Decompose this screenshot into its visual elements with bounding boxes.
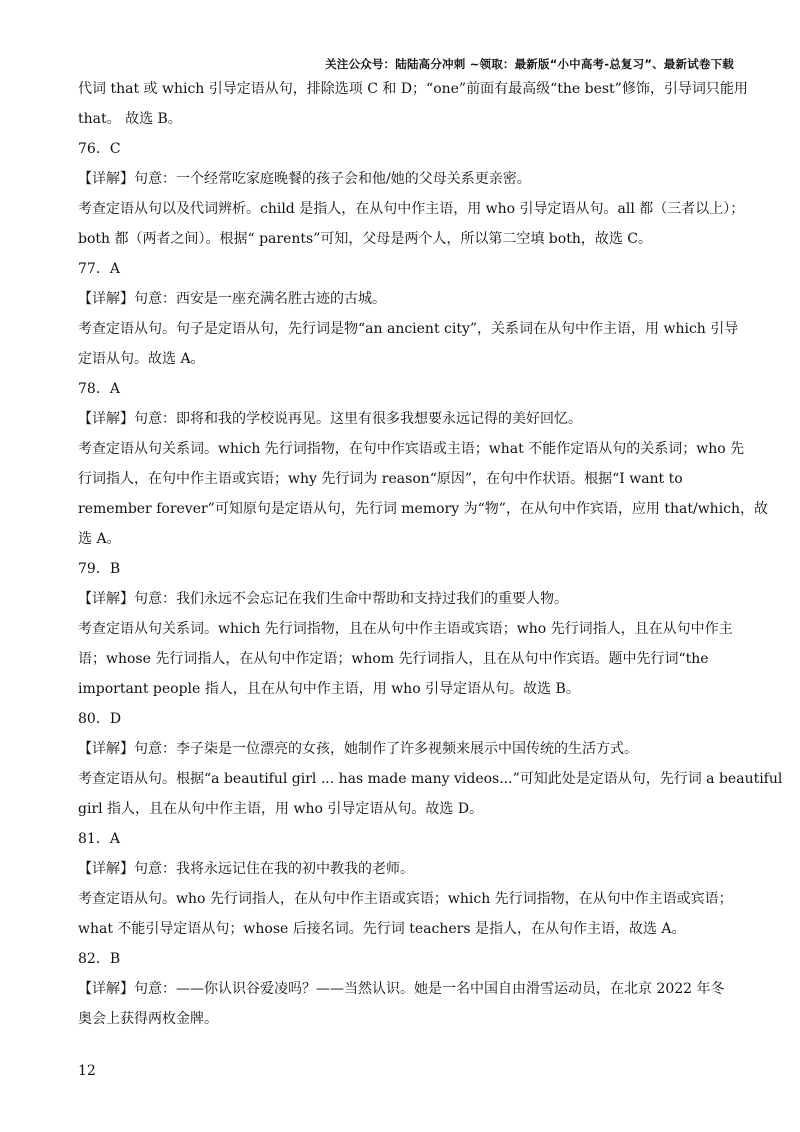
text-line: 行词指人，在句中作主语或宾语；why 先行词为 reason“原因”，在句中作状语。根据“I want to (78, 471, 683, 487)
page-number: 12 (78, 1063, 96, 1079)
text-line: 定语从句。故选 A。 (78, 351, 205, 367)
question-answer: 77．A (78, 261, 120, 277)
text-line: 考查定语从句。句子是定语从句，先行词是物“an ancient city”，关系词在从句中作主语，用 which 引导 (78, 321, 739, 337)
text-line: that。 故选 B。 (78, 111, 182, 127)
text-line: 【详解】句意：我们永远不会忘记在我们生命中帮助和支持过我们的重要人物。 (78, 591, 568, 607)
text-line: 【详解】句意：西安是一座充满名胜古迹的古城。 (78, 291, 386, 307)
text-line: important people 指人，且在从句中作主语，用 who 引导定语从句。故选 B。 (78, 681, 580, 697)
text-line: 考查定语从句。who 先行词指人，在从句中作主语或宾语；which 先行词指物，在从句中作主语或宾语； (78, 891, 733, 907)
question-answer: 81．A (78, 831, 120, 847)
text-line: 代词 that 或 which 引导定语从句，排除选项 C 和 D；“one”前面有最高级“the best”修饰，引导词只能用 (78, 81, 748, 97)
text-line: girl 指人，且在从句中作主语，用 who 引导定语从句。故选 D。 (78, 801, 484, 817)
question-answer: 80．D (78, 711, 122, 727)
text-line: what 不能引导定语从句；whose 后接名词。先行词 teachers 是指人，在从句作主语，故选 A。 (78, 921, 686, 937)
question-answer: 78．A (78, 381, 120, 397)
text-line: 【详解】句意：我将永远记住在我的初中教我的老师。 (78, 861, 414, 877)
text-line: 奥会上获得两枚金牌。 (78, 1011, 218, 1027)
question-answer: 82．B (78, 951, 121, 967)
text-line: 语；whose 先行词指人，在从句中作定语；whom 先行词指人，且在从句中作宾语。题中先行词“the (78, 651, 709, 667)
text-line: remember forever”可知原句是定语从句，先行词 memory 为“物”，在从句中作宾语，应用 that/which，故 (78, 501, 769, 517)
page-header: 关注公众号：陆陆高分冲刺 ~领取：最新版“小中高考-总复习”、最新试卷下载 (325, 57, 734, 71)
question-answer: 76．C (78, 141, 121, 157)
text-line: 选 A。 (78, 531, 121, 547)
text-line: 考查定语从句以及代词辨析。child 是指人，在从句中作主语，用 who 引导定语从句。all 都（三者以上）； (78, 201, 745, 217)
text-line: 【详解】句意：一个经常吃家庭晚餐的孩子会和他/她的父母关系更亲密。 (78, 171, 531, 187)
text-line: 考查定语从句。根据“a beautiful girl ... has made many videos...”可知此处是定语从句，先行词 a beautiful (78, 771, 783, 787)
text-line: 考查定语从句关系词。which 先行词指物，且在从句中作主语或宾语；who 先行词指人，且在从句中作主 (78, 621, 733, 637)
question-answer: 79．B (78, 561, 121, 577)
text-line: both 都（两者之间）。根据“ parents”可知，父母是两个人，所以第二空填 both，故选 C。 (78, 231, 653, 247)
text-line: 考查定语从句关系词。which 先行词指物，在句中作宾语或主语；what 不能作定语从句的关系词；who 先 (78, 441, 745, 457)
text-line: 【详解】句意：即将和我的学校说再见。这里有很多我想要永远记得的美好回忆。 (78, 411, 582, 427)
text-line: 【详解】句意：——你认识谷爱凌吗？——当然认识。她是一名中国自由滑雪运动员，在北京 2022 年冬 (78, 981, 725, 997)
text-line: 【详解】句意：李子柒是一位漂亮的女孩，她制作了许多视频来展示中国传统的生活方式。 (78, 741, 638, 757)
answer-explanations (78, 74, 783, 1034)
